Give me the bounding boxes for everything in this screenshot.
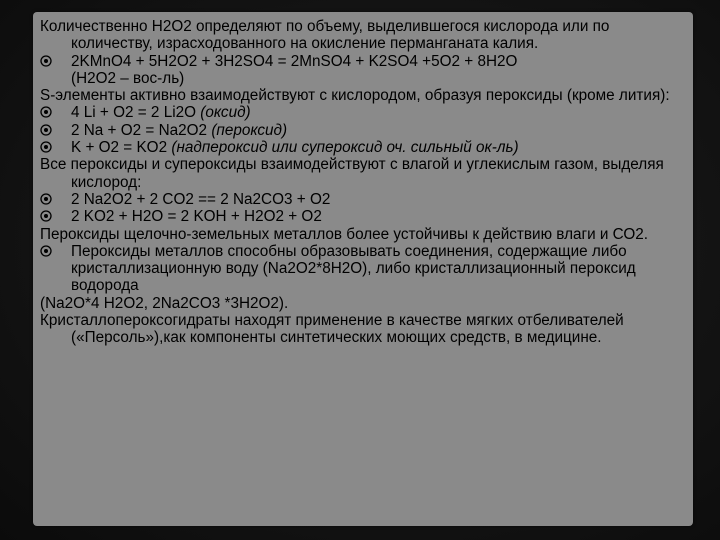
circled-dot-bullet-icon: [40, 208, 71, 222]
paragraph: [40, 70, 688, 87]
bullet-item: [40, 104, 688, 121]
bullet-item: [40, 53, 688, 70]
bullet-text: 4 Li + O2 = 2 Li2O: [71, 104, 201, 122]
paragraph: [40, 18, 688, 53]
bullet-text: 2 Na2O2 + 2 CO2 == 2 Na2CO3 + O2: [71, 190, 331, 208]
paragraph-text: Пероксиды щелочно-земельных металлов более устойчивы к действию влаги и СО2.: [40, 225, 649, 243]
bullet-text: 2KMnO4 + 5H2O2 + 3H2SO4 = 2MnSO4 + K2SO4 +5O2 + 8H2O: [71, 52, 518, 70]
paragraph-text: Количественно Н2О2 определяют по объему, выделившегося кислорода или по количеству, израсходованного на окисление перманганата калия.: [40, 18, 610, 53]
paragraph: [40, 312, 688, 347]
circled-dot-bullet-icon: [40, 104, 71, 118]
paragraph-text: S-элементы активно взаимодействуют с кислородом, образуя пероксиды (кроме лития):: [40, 87, 670, 105]
bullet-italic-note: (пероксид): [211, 121, 288, 139]
circled-dot-bullet-icon: [40, 139, 71, 153]
paragraph: [40, 295, 688, 312]
circled-dot-bullet-icon: [40, 53, 71, 67]
bullet-text: K + O2 = KO2: [71, 139, 172, 157]
bullet-italic-note: (надпероксид или супероксид оч. сильный ок-ль): [171, 139, 519, 157]
paragraph: [40, 87, 688, 104]
bullet-text: 2 Na + O2 = Na2O2: [71, 121, 212, 139]
circled-dot-bullet-icon: [40, 243, 71, 257]
bullet-item: [40, 122, 688, 139]
paragraph-text: Кристаллопероксогидраты находят применение в качестве мягких отбеливателей («Персоль»),как компоненты синтетических моющих средств, в медицине.: [40, 312, 624, 347]
bullet-item: [40, 208, 688, 225]
paragraph-text: (Na2O*4 H2O2, 2Na2CO3 *3H2O2).: [40, 294, 289, 312]
bullet-item: [40, 191, 688, 208]
bullet-italic-note: (оксид): [200, 104, 251, 122]
paragraph: [40, 226, 688, 243]
bullet-item: [40, 243, 688, 295]
bullet-text: Пероксиды металлов способны образовывать соединения, содержащие либо кристаллизационную воду (Na2O2*8H2O), либо кристаллизационный пероксид водорода: [71, 242, 636, 295]
slide-text-body: [40, 18, 688, 347]
bullet-item: [40, 139, 688, 156]
paragraph-text: (H2O2 – вос-ль): [71, 69, 185, 87]
paragraph-text: Все пероксиды и супероксиды взаимодействуют с влагой и углекислым газом, выделяя кислород:: [40, 156, 664, 191]
bullet-text: 2 KO2 + H2O = 2 KOH + H2O2 + O2: [71, 208, 322, 226]
circled-dot-bullet-icon: [40, 191, 71, 205]
paragraph: [40, 156, 688, 191]
circled-dot-bullet-icon: [40, 122, 71, 136]
